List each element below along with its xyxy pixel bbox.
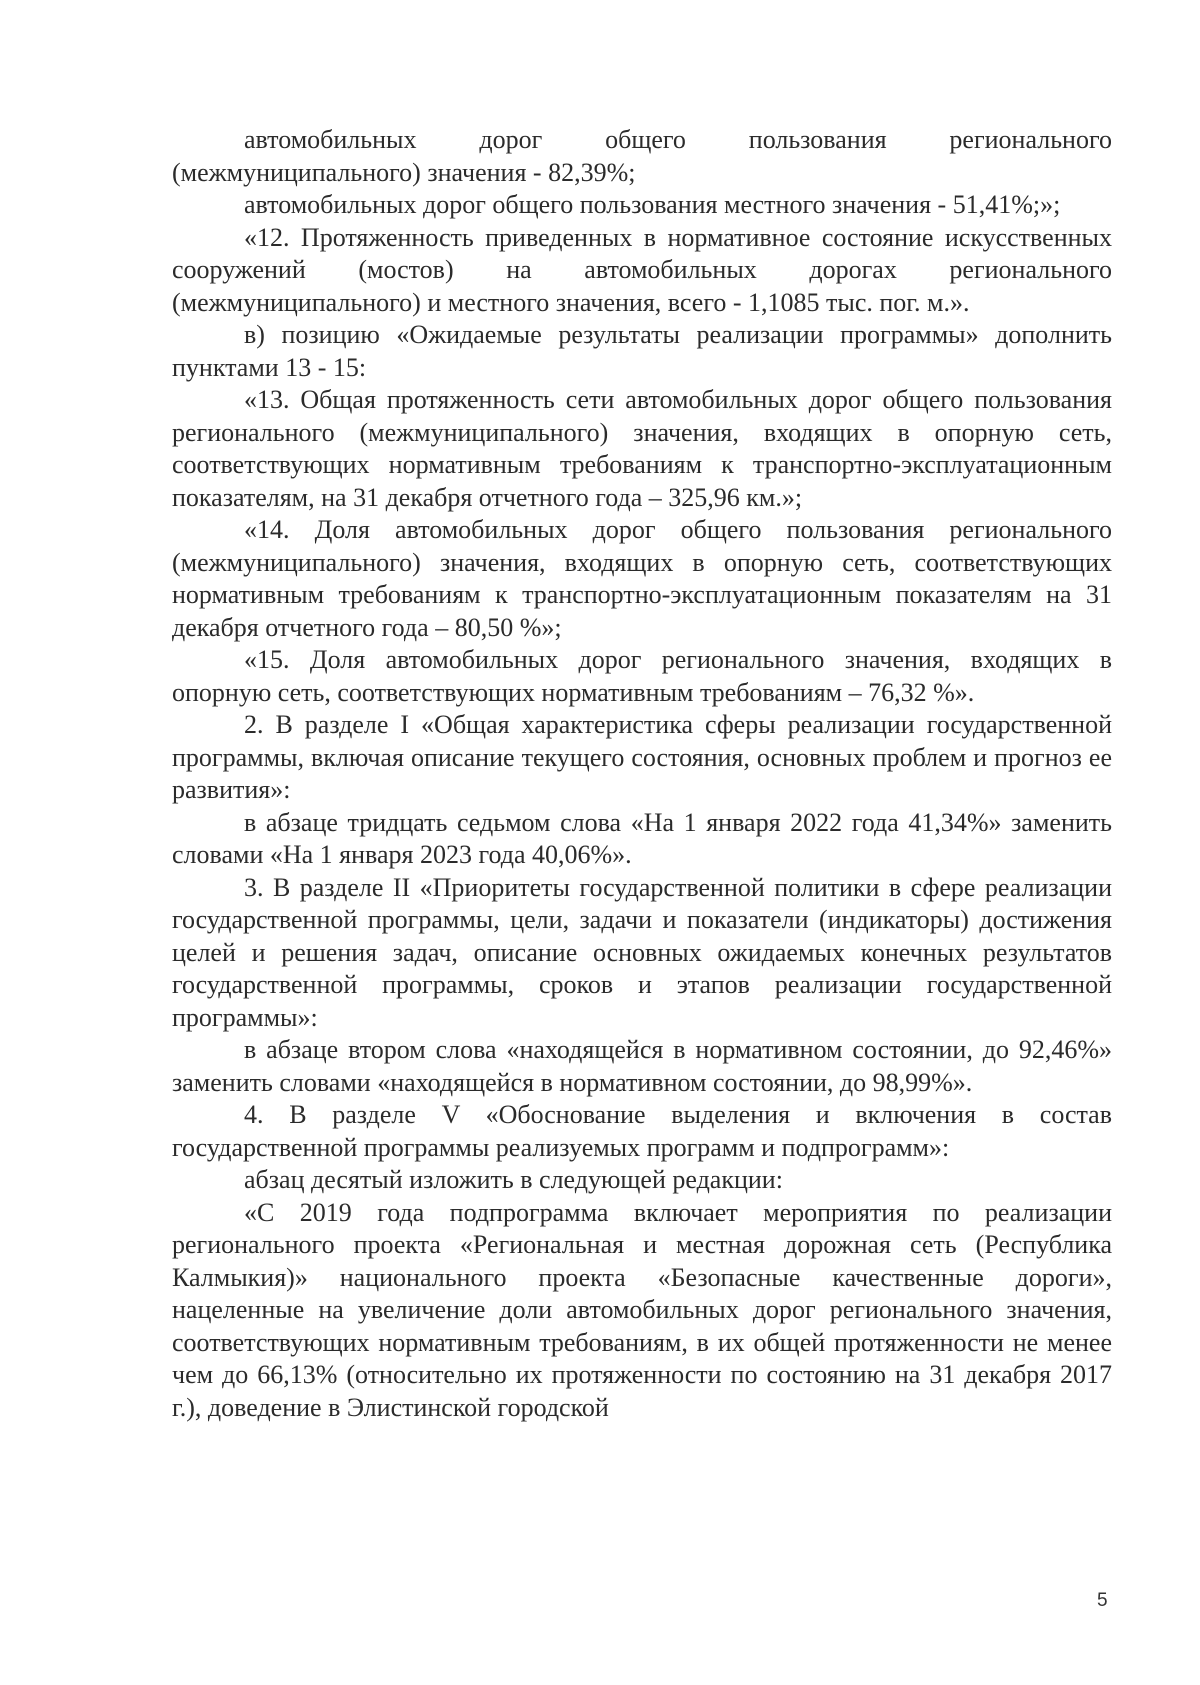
paragraph: «12. Протяженность приведенных в нормативное состояние искусственных сооружений (мостов) на автомобильных дорогах регионального (межмуниципального) и местного значения, всего - 1,1085 тыс. пог. м.». — [172, 222, 1112, 317]
page-number: 5 — [1097, 1590, 1108, 1611]
paragraph: абзац десятый изложить в следующей редакции: — [244, 1165, 783, 1194]
paragraph: «14. Доля автомобильных дорог общего пользования регионального (межмуниципального) значения, входящих в опорную сеть, соответствующих нормативным требованиям к транспортно-эксплуатационным показателям на 31 декабря отчетного года – 80,50 %»; — [172, 515, 1112, 642]
paragraph: 3. В разделе II «Приоритеты государственной политики в сфере реализации государственной программы, цели, задачи и показатели (индикаторы) достижения целей и решения задач, описание основных ожидаемых конечных результатов государственной программы, сроков и этапов реализации государственной программы»: — [172, 872, 1112, 1032]
document-body — [172, 124, 1112, 1424]
paragraph: автомобильных дорог общего пользования регионального (межмуниципального) значения - 82,39%; — [172, 125, 1112, 187]
paragraph: «15. Доля автомобильных дорог регионального значения, входящих в опорную сеть, соответствующих нормативным требованиям – 76,32 %». — [172, 645, 1112, 707]
paragraph: в) позицию «Ожидаемые результаты реализации программы» дополнить пунктами 13 - 15: — [172, 320, 1112, 382]
paragraph: «13. Общая протяженность сети автомобильных дорог общего пользования регионального (межмуниципального) значения, входящих в опорную сеть, соответствующих нормативным требованиям к транспортно-эксплуатационным показателям, на 31 декабря отчетного года – 325,96 км.»; — [172, 385, 1112, 512]
paragraph: «С 2019 года подпрограмма включает мероприятия по реализации регионального проекта «Региональная и местная дорожная сеть (Республика Калмыкия)» национального проекта «Безопасные качественные дороги», нацеленные на увеличение доли автомобильных дорог регионального значения, соответствующих нормативным требованиям, в их общей протяженности не менее чем до 66,13% (относительно их протяженности по состоянию на 31 декабря 2017 г.), доведение в Элистинской городской — [172, 1197, 1112, 1422]
paragraph: автомобильных дорог общего пользования местного значения - 51,41%;»; — [244, 190, 1061, 219]
paragraph: в абзаце втором слова «находящейся в нормативном состоянии, до 92,46%» заменить словами «находящейся в нормативном состоянии, до 98,99%». — [172, 1035, 1112, 1097]
paragraph: в абзаце тридцать седьмом слова «На 1 января 2022 года 41,34%» заменить словами «На 1 января 2023 года 40,06%». — [172, 807, 1112, 869]
paragraph: 4. В разделе V «Обоснование выделения и включения в состав государственной программы реализуемых программ и подпрограмм»: — [172, 1100, 1112, 1162]
paragraph: 2. В разделе I «Общая характеристика сферы реализации государственной программы, включая описание текущего состояния, основных проблем и прогноз ее развития»: — [172, 710, 1112, 804]
